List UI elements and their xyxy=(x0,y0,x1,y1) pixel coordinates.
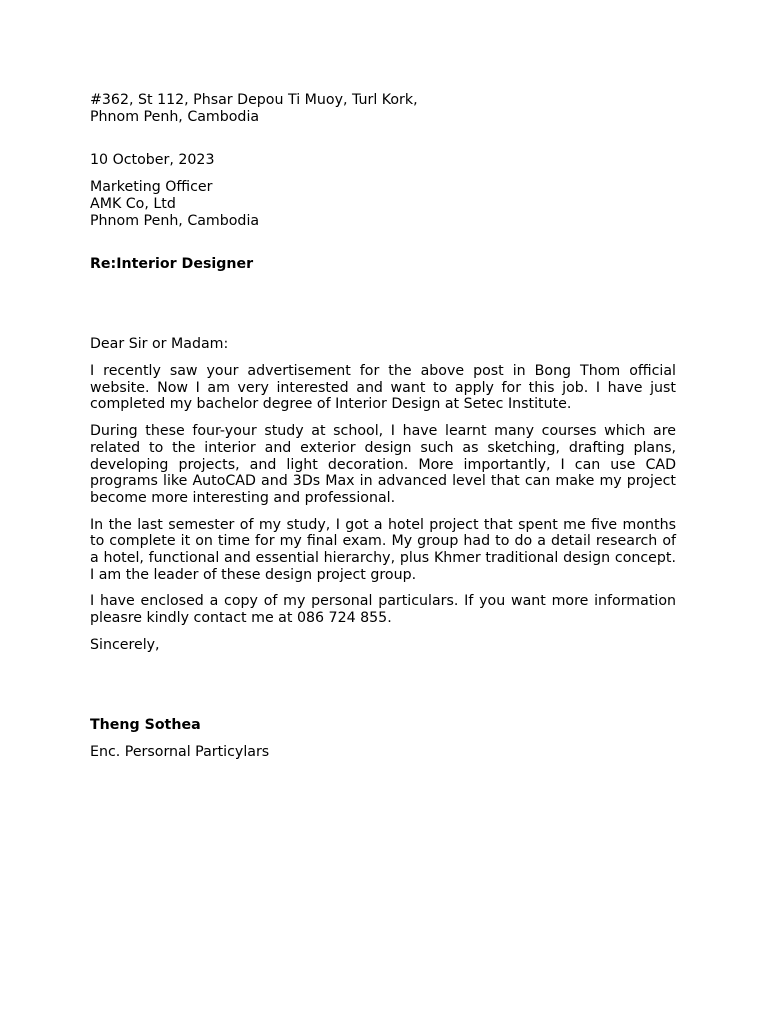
recipient-line-2: AMK Co, Ltd xyxy=(90,196,176,212)
body-paragraph-4: I have enclosed a copy of my personal particulars. If you want more information pleasre kindly contact me at 086 724 855. xyxy=(90,593,676,627)
sender-address xyxy=(90,92,676,126)
recipient-line-3: Phnom Penh, Cambodia xyxy=(90,213,260,229)
subject-line: Re:Interior Designer xyxy=(90,256,254,272)
body-paragraph-2: During these four-your study at school, I have learnt many courses which are related to the interior and exterior design such as sketching, drafting plans, developing projects, and light decoration. More importantly, I can use CAD programs like AutoCAD and 3Ds Max in advanced level that can make my project become more interesting and professional. xyxy=(90,423,676,506)
body-paragraph-3: In the last semester of my study, I got a hotel project that spent me five months to complete it on time for my final exam. My group had to do a detail research of a hotel, functional and essential hierarchy, plus Khmer traditional design concept. I am the leader of these design project group. xyxy=(90,516,676,583)
enclosure-note: Enc. Persornal Particylars xyxy=(90,743,270,760)
recipient-line-1: Marketing Officer xyxy=(90,179,213,195)
letter-page xyxy=(90,92,676,761)
signature-name: Theng Sothea xyxy=(90,716,201,733)
sender-address-line-2: Phnom Penh, Cambodia xyxy=(90,109,260,125)
sender-address-line-1: #362, St 112, Phsar Depou Ti Muoy, Turl Kork, xyxy=(90,92,418,108)
salutation: Dear Sir or Madam: xyxy=(90,336,229,352)
recipient-address xyxy=(90,179,676,230)
letter-date: 10 October, 2023 xyxy=(90,152,215,168)
closing: Sincerely, xyxy=(90,636,160,653)
body-paragraph-1: I recently saw your advertisement for the above post in Bong Thom official website. Now I am very interested and want to apply for this job. I have just completed my bachelor degree of Interior Design at Setec Institute. xyxy=(90,363,676,413)
